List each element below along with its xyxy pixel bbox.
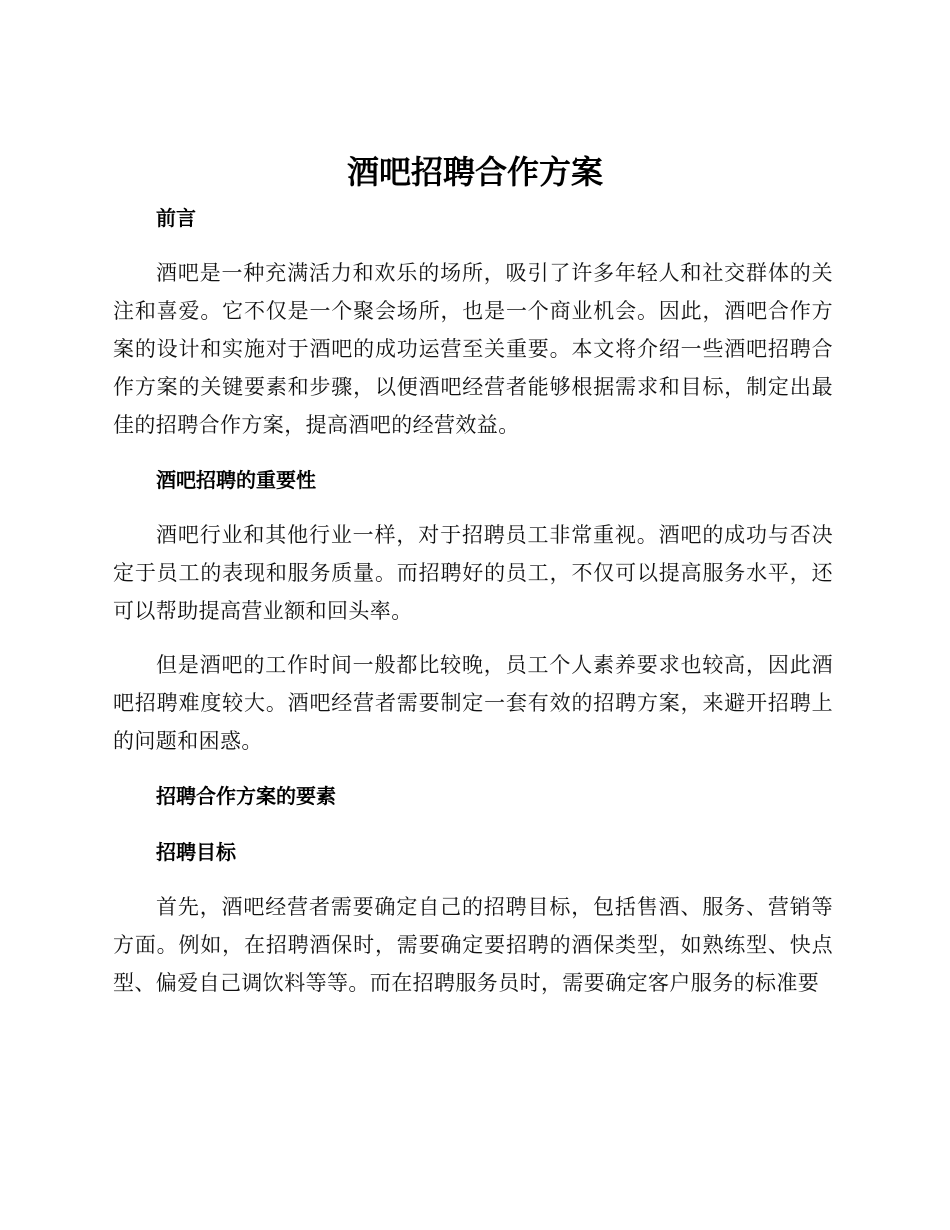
section-heading-preface: 前言 bbox=[156, 206, 196, 230]
subsection-heading-goal: 招聘目标 bbox=[156, 840, 236, 864]
document-title: 酒吧招聘合作方案 bbox=[346, 153, 603, 191]
paragraph-goal: 首先，酒吧经营者需要确定自己的招聘目标，包括售酒、服务、营销等方面。例如，在招聘酒保时，需要确定要招聘的酒保类型，如熟练型、快点型、偏爱自己调饮料等等。而在招聘服务员时，需要确定客户服务的标准要 bbox=[113, 895, 833, 995]
section-heading-elements: 招聘合作方案的要素 bbox=[156, 784, 336, 808]
section-heading-importance: 酒吧招聘的重要性 bbox=[156, 468, 316, 492]
paragraph-importance-2: 但是酒吧的工作时间一般都比较晚，员工个人素养要求也较高，因此酒吧招聘难度较大。酒吧经营者需要制定一套有效的招聘方案，来避开招聘上的问题和困惑。 bbox=[113, 653, 833, 753]
document-body bbox=[113, 198, 833, 1018]
paragraph-preface: 酒吧是一种充满活力和欢乐的场所，吸引了许多年轻人和社交群体的关注和喜爱。它不仅是一个聚会场所，也是一个商业机会。因此，酒吧合作方案的设计和实施对于酒吧的成功运营至关重要。本文将介绍一些酒吧招聘合作方案的关键要素和步骤，以便酒吧经营者能够根据需求和目标，制定出最佳的招聘合作方案，提高酒吧的经营效益。 bbox=[113, 261, 833, 437]
paragraph-importance-1: 酒吧行业和其他行业一样，对于招聘员工非常重视。酒吧的成功与否决定于员工的表现和服务质量。而招聘好的员工，不仅可以提高服务水平，还可以帮助提高营业额和回头率。 bbox=[113, 523, 833, 623]
